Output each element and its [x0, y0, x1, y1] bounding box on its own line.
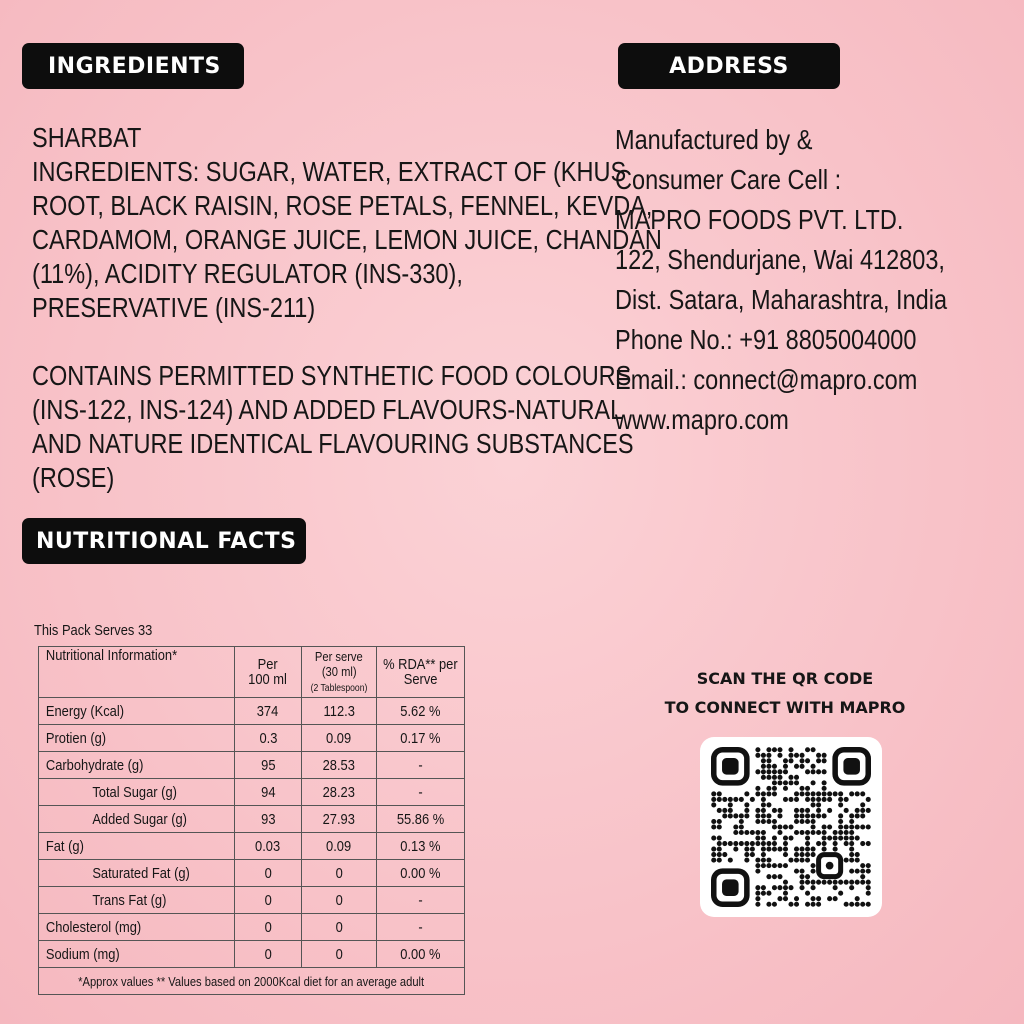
qr-caption-line: SCAN THE QR CODE	[696, 669, 874, 688]
colours-line: (INS-122, INS-124) AND ADDED FLAVOURS-NATURAL	[32, 394, 624, 425]
header-info: Nutritional Information*	[39, 647, 235, 698]
table-row: Total Sugar (g) 94 28.23 -	[39, 779, 465, 806]
nutrition-footnote: *Approx values ** Values based on 2000Kcal diet for an average adult	[39, 968, 465, 995]
table-row: Fat (g) 0.03 0.09 0.13 %	[39, 833, 465, 860]
header-per-serve: Per serve (30 ml) (2 Tablespoon)	[302, 647, 377, 698]
colours-line: AND NATURE IDENTICAL FLAVOURING SUBSTANCES	[32, 428, 634, 459]
ingredients-line: (11%), ACIDITY REGULATOR (INS-330),	[32, 258, 463, 289]
ingredients-line: PRESERVATIVE (INS-211)	[32, 292, 316, 323]
phone-line: Phone No.: +91 8805004000	[615, 324, 917, 355]
table-row: Sodium (mg) 0 0 0.00 %	[39, 941, 465, 968]
address-line: Consumer Care Cell :	[615, 164, 842, 195]
ingredients-heading: INGREDIENTS	[22, 43, 244, 89]
ingredients-line: CARDAMOM, ORANGE JUICE, LEMON JUICE, CHANDAN	[32, 224, 662, 255]
colours-line: (ROSE)	[32, 462, 115, 493]
address-line: Dist. Satara, Maharashtra, India	[615, 284, 948, 315]
table-header-row	[39, 647, 465, 698]
table-row: Added Sugar (g) 93 27.93 55.86 %	[39, 806, 465, 833]
ingredients-text	[32, 121, 662, 495]
header-per100: Per 100 ml	[235, 647, 302, 698]
table-row: Carbohydrate (g) 95 28.53 -	[39, 752, 465, 779]
address-line: Manufactured by &	[615, 124, 813, 155]
address-line: MAPRO FOODS PVT. LTD.	[615, 204, 904, 235]
nutrition-heading: NUTRITIONAL FACTS	[22, 518, 306, 564]
table-row: Trans Fat (g) 0 0 -	[39, 887, 465, 914]
colours-line: CONTAINS PERMITTED SYNTHETIC FOOD COLOURS	[32, 360, 632, 391]
qr-code-icon[interactable]	[711, 747, 871, 907]
address-text	[615, 120, 947, 440]
qr-caption	[640, 664, 930, 722]
email-line: Email.: connect@mapro.com	[615, 364, 918, 395]
qr-code-card[interactable]	[700, 737, 882, 917]
qr-caption-line: TO CONNECT WITH MAPRO	[664, 698, 906, 717]
address-heading: ADDRESS	[618, 43, 840, 89]
ingredients-line: SHARBAT	[32, 122, 142, 153]
table-row: Protien (g) 0.3 0.09 0.17 %	[39, 725, 465, 752]
serves-label: This Pack Serves 33	[34, 622, 153, 639]
header-rda: % RDA** per Serve	[377, 647, 465, 698]
address-line: 122, Shendurjane, Wai 412803,	[615, 244, 945, 275]
table-row: Cholesterol (mg) 0 0 -	[39, 914, 465, 941]
table-row: Saturated Fat (g) 0 0 0.00 %	[39, 860, 465, 887]
table-footnote-row	[39, 968, 465, 995]
website-line: www.mapro.com	[615, 404, 789, 435]
ingredients-line: INGREDIENTS: SUGAR, WATER, EXTRACT OF (KHUS	[32, 156, 627, 187]
ingredients-line: ROOT, BLACK RAISIN, ROSE PETALS, FENNEL, KEVDA,	[32, 190, 653, 221]
table-row: Energy (Kcal) 374 112.3 5.62 %	[39, 698, 465, 725]
nutrition-table	[38, 646, 465, 995]
